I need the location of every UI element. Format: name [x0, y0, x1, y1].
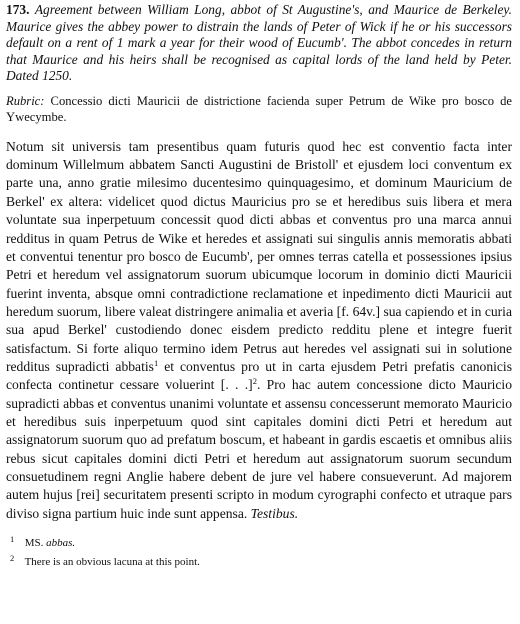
footnotes	[6, 532, 512, 570]
footnote-mark: 1	[10, 534, 15, 544]
footnote-ref-1[interactable]: 1	[153, 357, 159, 368]
footnote-ref-2[interactable]: 2	[252, 376, 257, 387]
rubric-text: Concessio dicti Mauricii de districtione facienda super Petrum de Wike pro bosco de Ywecymbe.	[6, 93, 512, 125]
footnote-1	[6, 532, 512, 551]
entry-number: 173.	[6, 2, 30, 17]
rubric	[6, 93, 512, 126]
charter-text	[6, 138, 512, 523]
footnote-italic-text: abbas.	[46, 537, 76, 549]
entry-summary: Agreement between William Long, abbot of St Augustine's, and Maurice de Berkeley. Maurice gives the abbey power to distrain the lands of Peter of Wick if he or his successors default on a rent of 1 mark a year for their wood of Eucumb'. The abbot concedes in return that Maurice and his heirs shall be recognised as capital lords of the land held by Peter. Dated 1250.	[6, 2, 512, 84]
charter-text-part-2: et conventus pro ut in carta ejusdem Petri prefatis canonicis confecta continetur cessare voluerint [. . .]	[6, 358, 512, 393]
rubric-label: Rubric:	[6, 93, 45, 108]
entry-heading	[6, 2, 512, 85]
charter-text-part-1: Notum sit universis tam presentibus quam futuris quod hec est conventio facta inter dominum Willelmum abbatem Sancti Augustini de Bristoll' et ejusdem loci conventum ex parte una, anno gratie milesimo ducentesimo quinquagesimo, et dominum Mauricium de Berkel' ex altera: videlicet quod dictus Mauricius pro se et heredibus suis libera et mera voluntate sua inperpetuum concessit quod dicti abbas et conventus pro una marca annui redditus in quam Petrus de Wike et heredes et assignati sui singulis annis memoratis abbati et conventui tenentur pro bosco de Eucumb', per omnes terras catella et possessiones ipsius Petri et heredum vel assignatorum suorum ubicumque locorum in dominio dicti Mauricii fuerint inventa, absque omni contradictione reclamatione et inpedimento dicti Mauricii aut heredum suorum, libere valeat distringere animalia et averia [f. 64v.] sua capiendo et in curia sua apud Berkel' custodiendo donec eisdem predicto redditu plene et integre fuerit satisfactum. Si forte aliquo termino idem Petrus aut heredes vel assignati sui in solutione redditus supradicti abbatis	[6, 138, 512, 374]
footnote-2	[6, 551, 512, 570]
charter-text-part-3: . Pro hac autem concessione dicto Mauricio supradicti abbas et conventus unanimi voluntate et assensu concesserunt memorato Mauricio et heredibus suis inperpetuum quod sint capitales domini dicti Petri et heredum aut assignatorum suorum quo ad prefatum boscum, et habeant in gardis escaetis et omnibus aliis rebus sicut capitales domini dicti Petri et heredum aut assignatorum suorum secundum consuetudinem regni Anglie habere debent de jure vel habere consueverunt. Ad majorem autem hujus [rei] securitatem presenti scripto in modum cyrographi confecto et utraque pars diviso signa partium huic inde sunt appensa.	[6, 377, 512, 521]
footnote-text: There is an obvious lacuna at this point.	[24, 556, 200, 568]
footnote-mark: 2	[10, 553, 15, 563]
footnote-prefix: MS.	[24, 537, 44, 549]
witness-list-label: Testibus.	[250, 505, 299, 521]
